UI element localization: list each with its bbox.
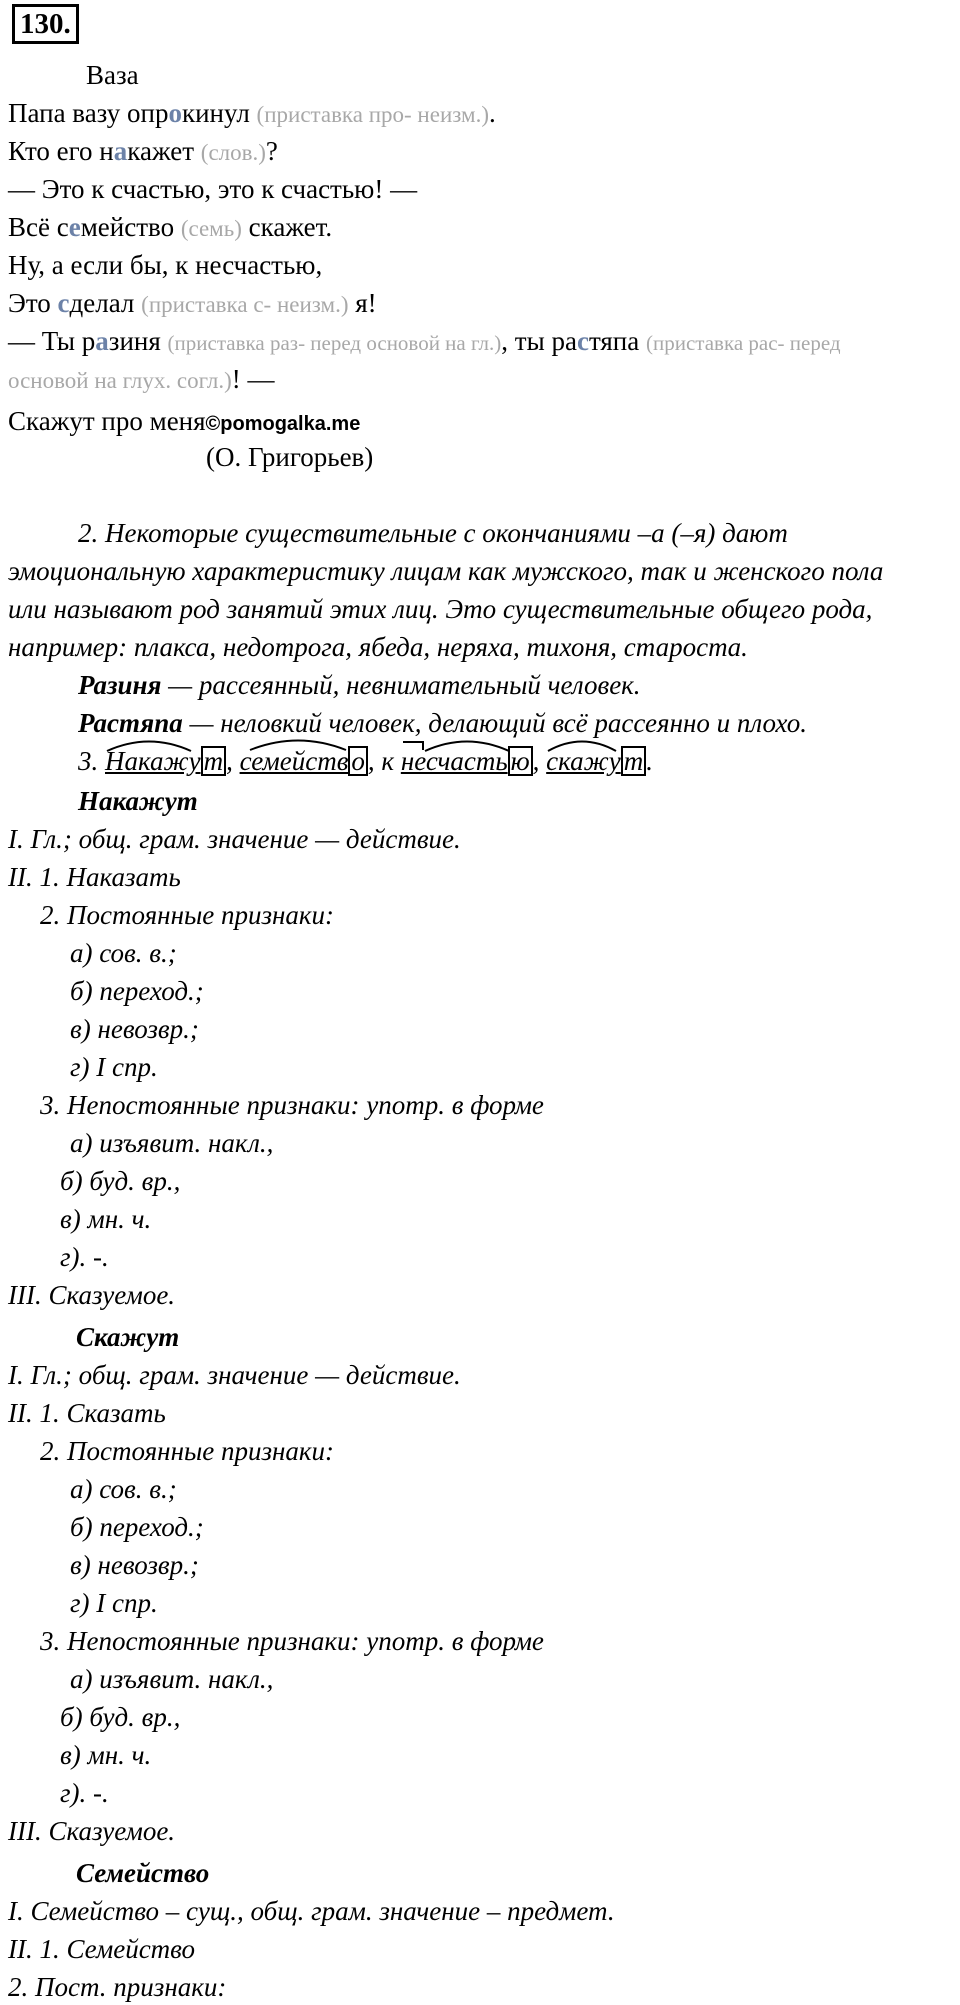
spelling-note: (слов.)	[200, 140, 266, 165]
highlighted-vowel: с	[57, 288, 70, 318]
text: тяпа	[588, 326, 646, 356]
word-stem: скажу	[546, 746, 621, 776]
text: — Ты р	[8, 326, 96, 356]
morph-word-nakazhut	[105, 744, 226, 778]
analysis-line: б) переход.;	[70, 1512, 204, 1542]
word-ending-box: о	[348, 746, 368, 776]
text: мейство	[80, 212, 181, 242]
text: Кто его н	[8, 136, 114, 166]
poem-line-5: Ну, а если бы, к несчастью,	[8, 250, 323, 280]
text: .	[488, 98, 496, 128]
analysis-line: в) невозвр.;	[70, 1014, 199, 1044]
highlighted-vowel: е	[68, 212, 81, 242]
text: скажет.	[241, 212, 333, 242]
definition-razinya	[78, 668, 641, 702]
poem-line-4	[8, 210, 332, 246]
analysis-line: г). -.	[60, 1778, 109, 1808]
text: Папа вазу опр	[8, 98, 169, 128]
word-ending-box: т	[621, 746, 647, 776]
analysis-title-semeystvo: Семейство	[76, 1858, 210, 1888]
analysis-line: б) буд. вр.,	[60, 1166, 181, 1196]
word-ending-box: т	[201, 746, 227, 776]
analysis-line: 2. Постоянные признаки:	[40, 1436, 335, 1466]
text: Это	[8, 288, 58, 318]
analysis-line: в) невозвр.;	[70, 1550, 199, 1580]
spelling-note: (приставка про- неизм.)	[256, 102, 489, 127]
analysis-line: а) сов. в.;	[70, 1474, 177, 1504]
analysis-line: II. 1. Наказать	[8, 862, 181, 892]
definition-term: Разиня	[78, 670, 162, 700]
root-arc-icon	[248, 739, 348, 751]
poem-line-3: — Это к счастью, это к счастью! —	[8, 174, 418, 204]
analysis-line: г). -.	[60, 1242, 109, 1272]
morph-word-skazhut	[546, 744, 646, 778]
text: , ты ра	[501, 326, 577, 356]
paragraph-line: 2. Некоторые существительные с окончаниями –а (–я) дают	[78, 518, 788, 548]
word-stem: несчасть	[400, 746, 508, 776]
analysis-line: а) изъявит. накл.,	[70, 1664, 274, 1694]
analysis-line: 2. Пост. признаки:	[8, 1972, 227, 2002]
analysis-line: в) мн. ч.	[60, 1204, 152, 1234]
text: ?	[265, 136, 278, 166]
prefix-corner-icon	[401, 740, 513, 752]
analysis-line: а) сов. в.;	[70, 938, 177, 968]
text: 3.	[78, 746, 105, 776]
spelling-note: (приставка с- неизм.)	[141, 292, 349, 317]
poem-line-9	[8, 404, 360, 441]
poem-line-6	[8, 286, 377, 322]
morph-word-semeystvo	[240, 744, 368, 778]
text: ,	[226, 746, 240, 776]
analysis-line: б) переход.;	[70, 976, 204, 1006]
poem-line-7	[8, 324, 841, 360]
definition-text: — рассеянный, невнимательный человек.	[161, 670, 641, 700]
highlighted-vowel: о	[168, 98, 182, 128]
text: .	[646, 746, 653, 776]
analysis-line: в) мн. ч.	[60, 1740, 152, 1770]
text: ! —	[231, 364, 275, 394]
analysis-line: г) I спр.	[70, 1588, 158, 1618]
analysis-line: III. Сказуемое.	[8, 1280, 176, 1310]
root-arc-icon	[546, 740, 618, 752]
text: ,	[532, 746, 547, 776]
text: делал	[69, 288, 142, 318]
definition-text: — неловкий человек, делающий всё рассеянно и плохо.	[182, 708, 807, 738]
text: я!	[348, 288, 377, 318]
analysis-line: I. Семейство – сущ., общ. грам. значение – предмет.	[8, 1896, 615, 1926]
exercise-number-badge: 130.	[12, 4, 79, 44]
analysis-line: I. Гл.; общ. грам. значение — действие.	[8, 824, 461, 854]
analysis-line: II. 1. Сказать	[8, 1398, 166, 1428]
watermark: ©pomogalka.me	[205, 413, 361, 435]
paragraph-line: например: плакса, недотрога, ябеда, неряха, тихоня, старостa.	[8, 632, 748, 662]
highlighted-vowel: а	[95, 326, 109, 356]
poem-line-2	[8, 134, 278, 170]
root-arc-icon	[105, 740, 193, 752]
morph-word-neschastyu	[401, 744, 533, 778]
analysis-title-nakazhut: Накажут	[78, 786, 198, 816]
paragraph-line: эмоциональную характеристику лицам как мужского, так и женского пола	[8, 556, 884, 586]
highlighted-vowel: с	[576, 326, 589, 356]
definition-rastyapa	[78, 706, 807, 740]
word-ending-box: ю	[508, 746, 533, 776]
analysis-line: III. Сказуемое.	[8, 1816, 176, 1846]
text: Скажут про меня	[8, 406, 206, 436]
poem-line-1	[8, 96, 496, 132]
poem-author: (О. Григорьев)	[206, 442, 374, 472]
analysis-line: б) буд. вр.,	[60, 1702, 181, 1732]
analysis-line: 3. Непостоянные признаки: употр. в форме	[40, 1626, 544, 1656]
analysis-title-skazhut: Скажут	[76, 1322, 180, 1352]
text: кинул	[181, 98, 257, 128]
morphemic-parse-line	[78, 744, 653, 778]
spelling-note: (семь)	[180, 216, 242, 241]
word-stem: семейств	[239, 746, 349, 776]
analysis-line: II. 1. Семейство	[8, 1934, 196, 1964]
analysis-line: 2. Постоянные признаки:	[40, 900, 335, 930]
highlighted-vowel: а	[113, 136, 128, 166]
analysis-line: I. Гл.; общ. грам. значение — действие.	[8, 1360, 461, 1390]
poem-line-8	[8, 362, 274, 398]
paragraph-line: или называют род занятий этих лиц. Это существительные общего рода,	[8, 594, 873, 624]
spelling-note: (приставка раз- перед основой на гл.)	[167, 331, 502, 355]
word-stem: Накажу	[105, 746, 201, 776]
text: , к	[367, 746, 401, 776]
analysis-line: а) изъявит. накл.,	[70, 1128, 274, 1158]
text: зиня	[108, 326, 168, 356]
spelling-note: (приставка рас- перед	[645, 331, 841, 355]
poem-title: Ваза	[86, 60, 139, 90]
definition-term: Растяпа	[78, 708, 183, 738]
analysis-line: г) I спр.	[70, 1052, 158, 1082]
text: Всё с	[8, 212, 69, 242]
text: кажет	[127, 136, 201, 166]
spelling-note: основой на глух. согл.)	[8, 368, 232, 393]
analysis-line: 3. Непостоянные признаки: употр. в форме	[40, 1090, 544, 1120]
